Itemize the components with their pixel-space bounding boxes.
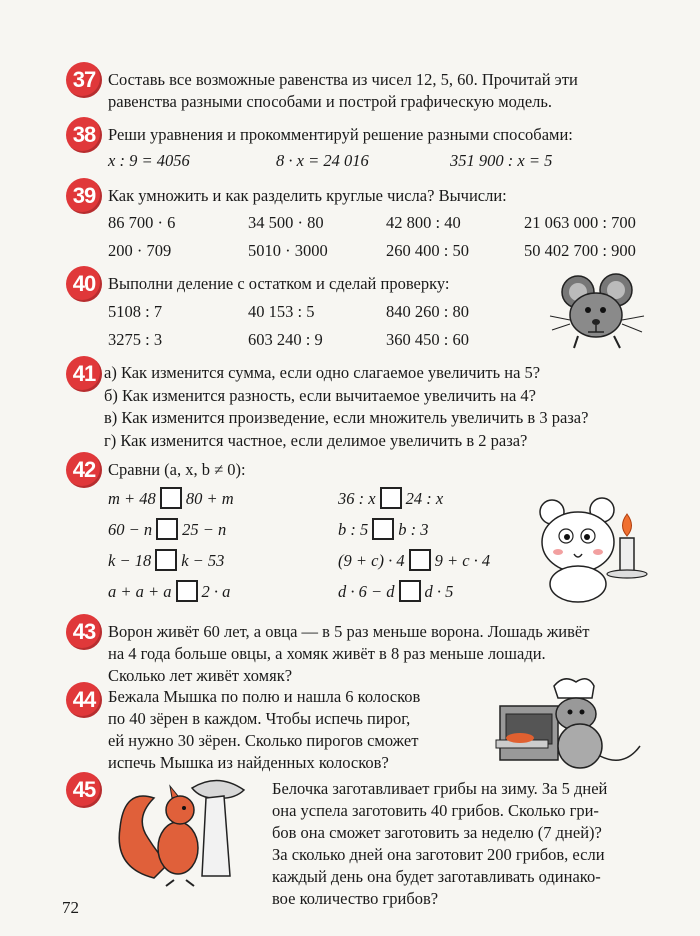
- exercise-41-badge: 41: [66, 356, 102, 392]
- exercise-45-badge: 45: [66, 772, 102, 808]
- exercise-44-line4: испечь Мышка из найденных колосков?: [108, 753, 389, 772]
- exercise-39-line1: Как умножить и как разделить круглые числа? Вычисли:: [108, 186, 507, 205]
- compare-right-2: b : 5 b : 3: [338, 520, 429, 539]
- exercise-43-line2: на 4 года больше овцы, а хомяк живёт в 8 раз меньше лошади.: [108, 644, 546, 663]
- compare-box[interactable]: [155, 549, 177, 571]
- exercise-45-line6: вое количество грибов?: [272, 889, 439, 908]
- exercise-39-r2c4: 50 402 700 : 900: [524, 241, 636, 260]
- exercise-40-r2c3: 360 450 : 60: [386, 330, 469, 349]
- exercise-38-line1: Реши уравнения и прокомментируй решение разными способами:: [108, 125, 573, 144]
- exercise-43-badge: 43: [66, 614, 102, 650]
- compare-right-1: 36 : x 24 : x: [338, 489, 444, 508]
- exercise-44-line2: по 40 зёрен в каждом. Чтобы испечь пирог,: [108, 709, 411, 728]
- exercise-38-eq3: 351 900 : x = 5: [450, 151, 553, 170]
- exercise-40-r1c3: 840 260 : 80: [386, 302, 469, 321]
- exercise-41-a: а) Как изменится сумма, если одно слагаемое увеличить на 5?: [104, 363, 541, 382]
- exercise-39-badge: 39: [66, 178, 102, 214]
- exercise-38-eq1: x : 9 = 4056: [108, 151, 190, 170]
- exercise-38-badge: 38: [66, 117, 102, 153]
- exercise-39-r2c2: 5010 · 3000: [248, 241, 328, 260]
- exercise-43-line3: Сколько лет живёт хомяк?: [108, 666, 293, 685]
- compare-box[interactable]: [399, 580, 421, 602]
- compare-box[interactable]: [160, 487, 182, 509]
- exercise-44-line1: Бежала Мышка по полю и нашла 6 колосков: [108, 687, 421, 706]
- exercise-37-line2: равенства разными способами и построй графическую модель.: [108, 92, 553, 111]
- exercise-42-title: Сравни (a, x, b ≠ 0):: [108, 460, 246, 479]
- compare-left-3: k − 18 k − 53: [108, 551, 225, 570]
- compare-left-1: m + 48 80 + m: [108, 489, 234, 508]
- exercise-45-line5: каждый день она будет заготавливать одинако-: [272, 867, 601, 886]
- compare-right-3: (9 + c) · 4 9 + c · 4: [338, 551, 491, 570]
- exercise-40-r1c1: 5108 : 7: [108, 302, 163, 321]
- compare-box[interactable]: [156, 518, 178, 540]
- exercise-40-r1c2: 40 153 : 5: [248, 302, 315, 321]
- exercise-44-line3: ей нужно 30 зёрен. Сколько пирогов сможет: [108, 731, 419, 750]
- exercise-42-badge: 42: [66, 452, 102, 488]
- compare-box[interactable]: [176, 580, 198, 602]
- exercise-45-line2: она успела заготовить 40 грибов. Сколько гри-: [272, 801, 599, 820]
- exercise-41-c: в) Как изменится произведение, если множитель увеличить в 3 раза?: [104, 408, 589, 427]
- exercise-41-b: б) Как изменится разность, если вычитаемое увеличить на 4?: [104, 386, 536, 405]
- exercise-39-r2c1: 200 · 709: [108, 241, 172, 260]
- compare-box[interactable]: [380, 487, 402, 509]
- exercise-45-line4: За сколько дней она заготовит 200 грибов, если: [272, 845, 605, 864]
- exercise-40-r2c2: 603 240 : 9: [248, 330, 323, 349]
- exercise-45-line1: Белочка заготавливает грибы на зиму. За 5 дней: [272, 779, 608, 798]
- exercise-39-r1c1: 86 700 · 6: [108, 213, 176, 232]
- squirrel-mushroom-icon: [114, 768, 254, 888]
- mouse-baker-icon: [494, 676, 644, 776]
- compare-left-4: a + a + a 2 · a: [108, 582, 231, 601]
- exercise-40-badge: 40: [66, 266, 102, 302]
- exercise-41-d: г) Как изменится частное, если делимое увеличить в 2 раза?: [104, 431, 528, 450]
- compare-box[interactable]: [372, 518, 394, 540]
- exercise-39-r1c4: 21 063 000 : 700: [524, 213, 636, 232]
- exercise-43-line1: Ворон живёт 60 лет, а овца — в 5 раз меньше ворона. Лошадь живёт: [108, 622, 590, 641]
- exercise-44-badge: 44: [66, 682, 102, 718]
- exercise-39-r1c3: 42 800 : 40: [386, 213, 461, 232]
- exercise-37-line1: Составь все возможные равенства из чисел 12, 5, 60. Прочитай эти: [108, 70, 578, 89]
- hamster-candle-icon: [530, 494, 658, 604]
- exercise-39-r1c2: 34 500 · 80: [248, 213, 324, 232]
- exercise-45-line3: бов она сможет заготовить за неделю (7 дней)?: [272, 823, 602, 842]
- exercise-40-r2c1: 3275 : 3: [108, 330, 163, 349]
- exercise-38-eq2: 8 · x = 24 016: [276, 151, 369, 170]
- mouse-icon: [548, 270, 648, 350]
- page-number: 72: [62, 898, 79, 917]
- exercise-39-r2c3: 260 400 : 50: [386, 241, 469, 260]
- exercise-40-line1: Выполни деление с остатком и сделай проверку:: [108, 274, 450, 293]
- exercise-37-badge: 37: [66, 62, 102, 98]
- compare-right-4: d · 6 − d d · 5: [338, 582, 454, 601]
- compare-left-2: 60 − n 25 − n: [108, 520, 227, 539]
- compare-box[interactable]: [409, 549, 431, 571]
